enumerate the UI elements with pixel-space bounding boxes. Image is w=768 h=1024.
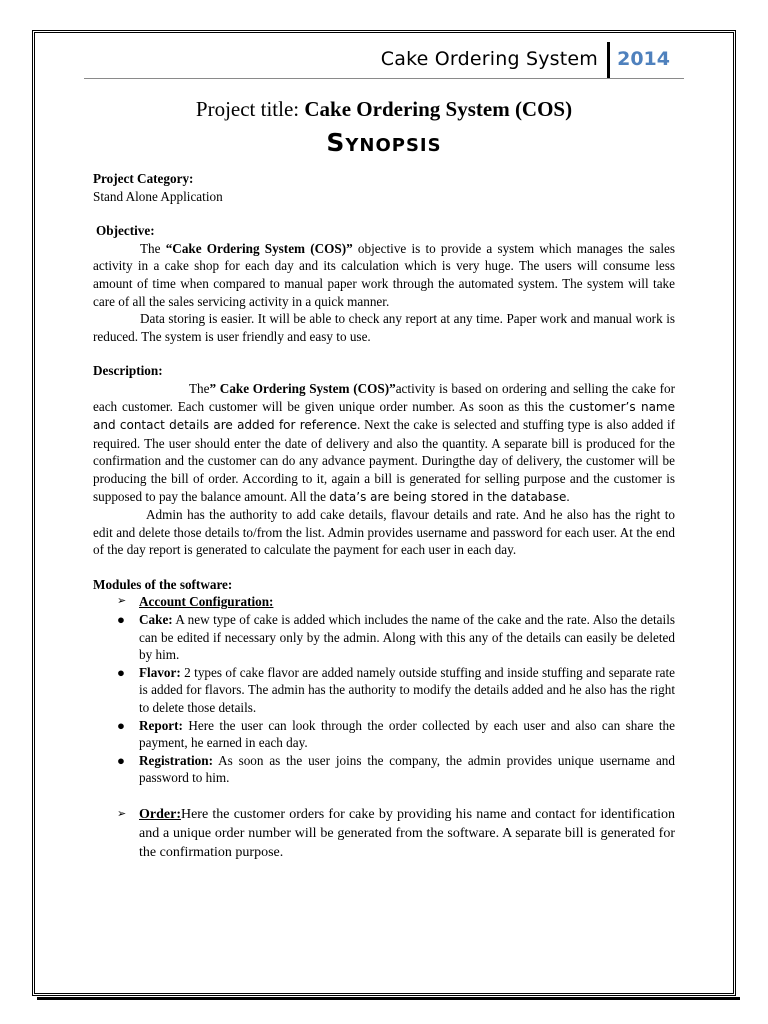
module-label: Cake: — [139, 612, 173, 628]
synopsis-heading: Synopsis — [326, 128, 442, 157]
project-title-prefix: Project title: — [195, 97, 305, 121]
project-title-name: Cake Ordering System (COS) — [304, 97, 573, 121]
description-paragraph-2: Admin has the authority to add cake details, flavour details and rate. And he also has the right to edit and delete those details to/from the list. Admin provides username and password for each user. At the end of the day report is generated to calculate the payment for each user in each day. — [93, 507, 675, 558]
category-value: Stand Alone Application — [93, 188, 223, 204]
header-divider — [607, 42, 610, 78]
modules-list — [93, 593, 675, 862]
objective-p1-post: objective is to provide a system which manages the sales activity in a cake shop for each day and its calculation which is very huge. The users will consume less amount of time when compared to manual paper work through the automated system. The system will take care of all the sales servicing activity in a quick manner. — [93, 240, 675, 309]
order-text: Here the customer orders for cake by providing his name and contact for identification and a unique order number will be generated from the software. A separate bill is generated for the confirmation purpose. — [139, 807, 675, 860]
category-heading: Project Category: — [93, 171, 194, 186]
module-text: Here the user can look through the order collected by each user and also can share the payment, he earned in each day. — [139, 717, 675, 751]
arrow-bullet-icon: ➢ — [117, 595, 127, 608]
objective-heading: Objective: — [96, 223, 155, 239]
order-label: Order: — [139, 807, 181, 822]
description-heading: Description: — [93, 363, 163, 379]
list-item — [93, 717, 675, 752]
project-title — [93, 96, 675, 122]
bullet-icon: ● — [117, 612, 125, 628]
bullet-icon: ● — [117, 752, 125, 768]
list-item — [93, 752, 675, 787]
objective-paragraph-2: Data storing is easier. It will be able to check any report at any time. Paper work and manual work is reduced. The system is user friendly and easy to use. — [93, 311, 675, 344]
module-label: Registration: — [139, 752, 213, 768]
arrow-bullet-icon: ➢ — [117, 808, 127, 820]
page-header — [84, 42, 684, 79]
list-item — [93, 805, 675, 862]
list-item — [93, 611, 675, 664]
list-item — [93, 593, 675, 611]
objective-paragraph-1 — [93, 240, 675, 310]
header-title: Cake Ordering System — [380, 48, 598, 70]
description-p1-a: activity is based on ordering and selling the cake for each customer. Each customer will be given unique order number. As soon as this the — [93, 380, 675, 414]
account-configuration-label: Account Configuration: — [139, 594, 274, 610]
description-p1-b: . Next the cake is selected and stuffing type is also added if required. The user should enter the date of delivery and also the quantity. A separate bill is produced for the confirmation and the customer can do any advance payment. Duringthe day of delivery, the customer will be producing the bill of order. According to it, again a bill is generated for selling purpose and the customer is supposed to pay the balance amount. All the — [93, 417, 675, 504]
module-text: A new type of cake is added which includes the name of the cake and the rate. Also the details can be edited if necessary only by the admin. Along with this any of the details can easily be deleted by him. — [139, 612, 675, 663]
list-item — [93, 664, 675, 717]
description-p1-sans-1: customer’s name and contact details are added for reference — [93, 399, 676, 433]
header-year: 2014 — [617, 48, 670, 70]
module-text: 2 types of cake flavor are added namely outside stuffing and inside stuffing and separate rate is added for flavors. The admin has the authority to modify the details added and he also has the right to delete those details. — [139, 664, 675, 716]
description-p1-c: . — [566, 488, 570, 504]
bullet-icon: ● — [117, 664, 125, 680]
objective-p1-pre: The — [140, 240, 166, 256]
bullet-icon: ● — [117, 717, 125, 733]
description-p1-bold: ” Cake Ordering System (COS)” — [209, 380, 396, 396]
description-p1-sans-2: data’s are being stored in the database — [329, 489, 567, 504]
module-label: Report: — [139, 717, 183, 733]
module-label: Flavor: — [139, 664, 181, 680]
description-paragraph-1 — [93, 380, 675, 506]
description-p1-pre: The — [189, 380, 210, 396]
objective-p1-bold: “Cake Ordering System (COS)” — [165, 240, 353, 256]
modules-heading: Modules of the software: — [93, 576, 233, 592]
document-body — [93, 96, 675, 862]
module-text: As soon as the user joins the company, the admin provides unique username and password to him. — [139, 752, 675, 786]
